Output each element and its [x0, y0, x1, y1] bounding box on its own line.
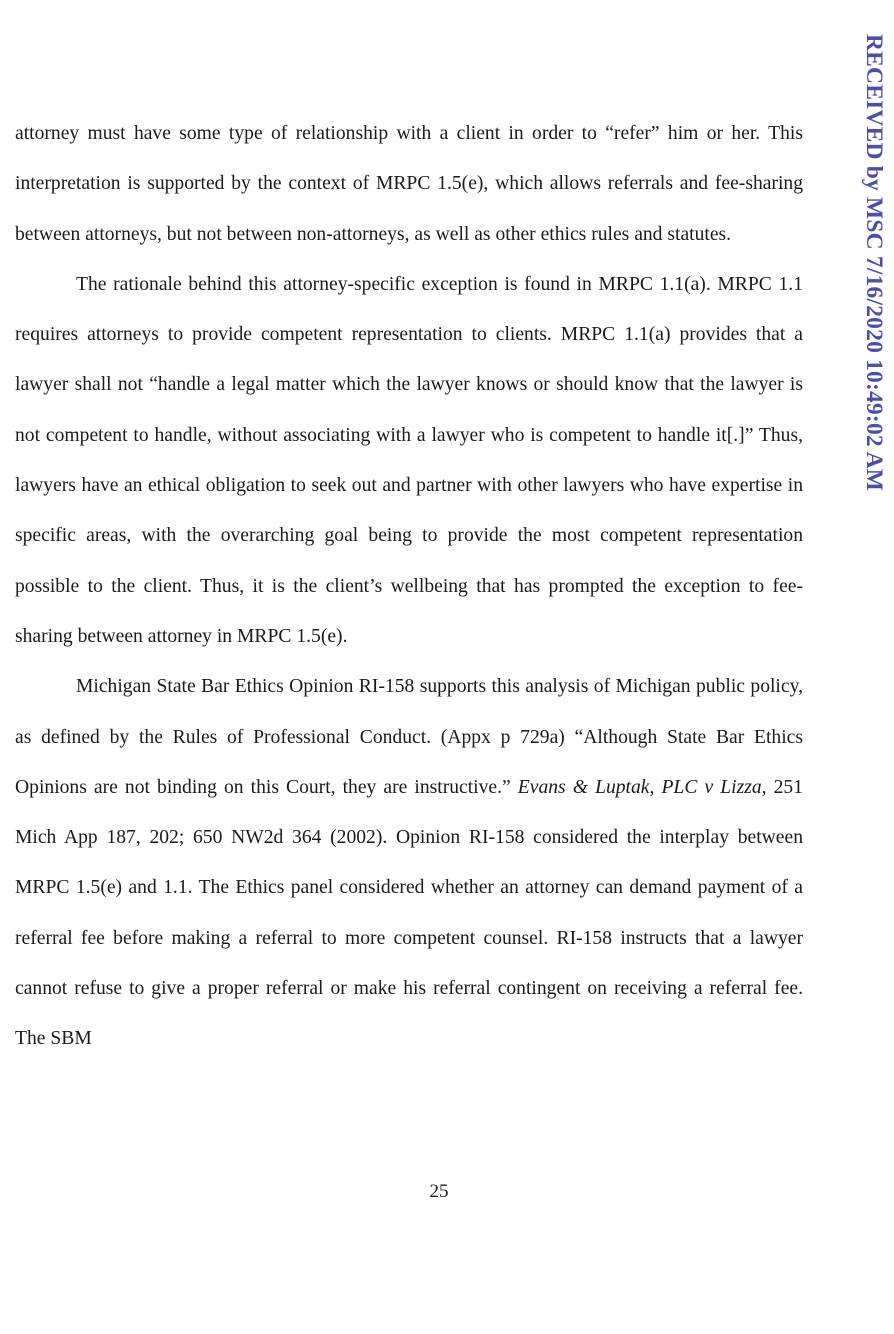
received-stamp: RECEIVED by MSC 7/16/2020 10:49:02 AM: [861, 34, 887, 492]
paragraph-1-text: attorney must have some type of relationship with a client in order to “refer” him or her. This interpretation is supported by the context of MRPC 1.5(e), which allows referrals and fee-sharing between attorneys, but not between non-attorneys, as well as other ethics rules and statutes.: [15, 123, 803, 245]
paragraph-3-text-b: , 251 Mich App 187, 202; 650 NW2d 364 (2002). Opinion RI-158 considered the interplay between MRPC 1.5(e) and 1.1. The Ethics panel considered whether an attorney can demand payment of a referral fee before making a referral to more competent counsel. RI-158 instructs that a lawyer cannot refuse to give a proper referral or make his referral contingent on receiving a referral fee. The SBM: [15, 776, 804, 1050]
paragraph-3-text-a: Michigan State Bar Ethics Opinion RI-158 supports this analysis of Michigan public policy, as defined by the Rules of Professional Conduct. (Appx p 729a) “Although State Bar Ethics Opinions are not binding on this Court, they are instructive.”: [15, 676, 803, 798]
paragraph-1: [15, 109, 803, 260]
case-citation-italic: Evans & Luptak, PLC v Lizza: [517, 776, 762, 798]
paragraph-3: [15, 662, 803, 1064]
paragraph-2-text: The rationale behind this attorney-specific exception is found in MRPC 1.1(a). MRPC 1.1 requires attorneys to provide competent representation to clients. MRPC 1.1(a) provides that a lawyer shall not “handle a legal matter which the lawyer knows or should know that the lawyer is not competent to handle, without associating with a lawyer who is competent to handle it[.]” Thus, lawyers have an ethical obligation to seek out and partner with other lawyers who have expertise in specific areas, with the overarching goal being to provide the most competent representation possible to the client. Thus, it is the client’s wellbeing that has prompted the exception to fee-sharing between attorney in MRPC 1.5(e).: [15, 273, 803, 647]
body-text: [15, 109, 803, 1065]
page-number: 25: [429, 1181, 449, 1202]
paragraph-2: [15, 260, 803, 662]
